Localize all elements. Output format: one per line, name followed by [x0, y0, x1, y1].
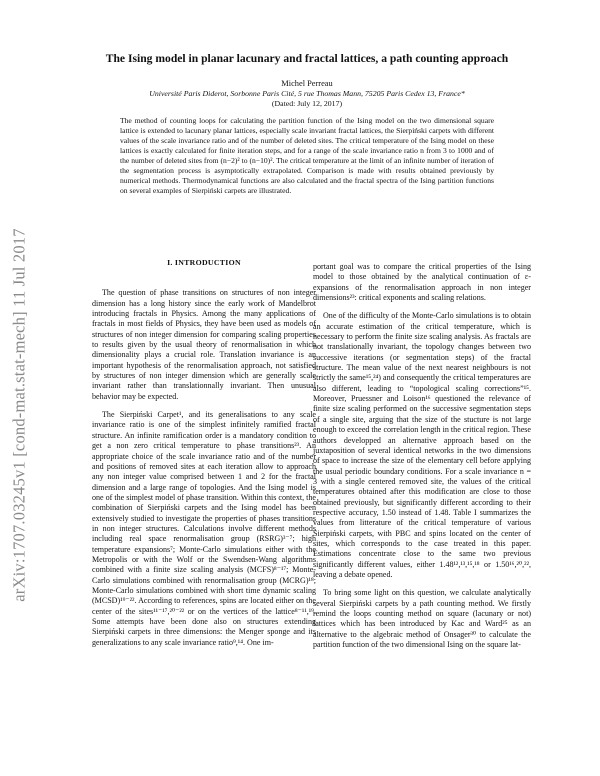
paragraph: To bring some light on this question, we calculate analytically several Sierpiński carpets by a path counting method. We firstly remind the loops counting method on square (lacunary or not) lattices which has been introduced by Kac and Ward²⁵ as an alternative to the algebraic method of Onsager³⁰ to calculate the partition function of the two dimensional Ising on the square lat- [313, 588, 531, 650]
paragraph: portant goal was to compare the critical properties of the Ising model to those obtained by the analytical continuation of ε-expansions of the renormalisation approach in non integer dimensions²³: critical exponents and scaling relations. [313, 262, 531, 303]
left-column [92, 258, 316, 656]
right-column [313, 262, 531, 658]
paper-title: The Ising model in planar lacunary and fractal lattices, a path counting approach [105, 52, 509, 65]
section-heading: I. INTRODUCTION [167, 258, 241, 267]
paragraph: One of the difficulty of the Monte-Carlo simulations is to obtain an accurate estimation of the critical temperature, which is necessary to perform the finite size scaling analysis. As fractals are not translationally invariant, the topology changes between two successive iterations (or segmentation steps) of the fractal structure. The mean value of the next nearest neighbours is not strictly the same¹⁵,²⁴) and consequently the critical temperatures are also different, leading to “topological scaling corrections”¹⁵. Moreover, Pruessner and Loison¹⁶ questioned the relevance of finite size scaling performed on the successive segmentation steps of a single site, arguing that the size of the stucture is not large enough to exceed the correlation length in the critical region. These authors developped an alternative approach based on the juxtaposition of several identical networks in the two dimensions of space to increase the size of the elementary cell before applying the usual periodic boundary conditions. For a scale invariance n = 3 with a single centered removed site, the values of the critical temperatures obtained after this modification are close to those obtained previously, but significantly different according to their respective accuracy, 1.50 instead of 1.48. Table I summarizes the values from litterature of the critical temperature of various Sierpiński carpets, with PBC and spins located on the center of sites, which corresponds to the case treated in this paper. Estimations concentrate close to the same two previous significantly different values, either 1.48¹²,¹³,¹⁵,¹⁸ or 1.50¹⁶,²⁰,²², leaving a debate opened. [313, 311, 531, 579]
date-line: (Dated: July 12, 2017) [271, 99, 343, 108]
author-affiliation: Université Paris Diderot, Sorbonne Paris Cité, 5 rue Thomas Mann, 75205 Paris Cedex 13, France* [149, 89, 465, 98]
arxiv-id-text: arXiv:1707.03245v1 [cond-mat.stat-mech] 11 Jul 2017 [10, 228, 29, 602]
paragraph: The Sierpiński Carpet¹, and its generalisations to any scale invariance ratio is one of the simplest infinitely ramified fractal structure. An infinite ramification order is a mandatory condition to get a non zero critical temperature to phase transitions²³. An appropriate choice of the scale invariance ratio and of the number and positions of removed sites at each iteration allow to approach any non integer value comprised between 1 and 2 for the fractal dimension and a large range of topologies. And the Ising model is one of the simplest model of phase transition. Within this context, the combination of Sierpiński carpets and the Ising model has been extensively studied to investigate the properties of phases transitions in non integer structures. Calculations involve different methods including real space renormalisation group (RSRG)³⁻⁷; high temperature expansions⁷; Monte-Carlo simulations either with the Metropolis or with the Wolf or the Swendsen-Wang algorithms combined with a finite size scaling analysis (MCFS)⁸⁻¹⁷; Monte-Carlo simulations combined with renormalisation group (MCRG)¹⁸; Monte-Carlo simulations combined with short time dynamic scaling (MCSD)¹⁹⁻²². According to references, spins are located either on the center of the sites¹¹⁻¹⁷,²⁰⁻²² or on the vertices of the lattice⁸⁻¹¹,¹⁹. Some attempts have been done also on structures extending Sierpiński carpets in three dimensions: the Menger sponge and its generalizations to any scale invariance ratio⁹,¹⁴. One im- [92, 410, 316, 647]
paper-header [64, 52, 550, 109]
paragraph: The question of phase transitions on structures of non integer dimension has a long history since the early work of Mandelbrot introducing fractals in Physics. Among the many applications of fractals in most fields of Physics, they have been used as models of structures of non integer dimension for comparing scaling properties to results given by the usual theory of renormalisation in which dimensionality plays a crucial role. Translation invariance is an important hypothesis of the renormalisation approach, not satisfied by structures of non integer dimension which are generally scale invariant rather than translationnally invariant. Then unusual behavior may be expected. [92, 288, 316, 401]
abstract: The method of counting loops for calculating the partition function of the Ising model on the two dimensional square lattice is extended to lacunary planar lattices, especially scale invariant fractal lattices, the Sierpiński carpets with different values of the scale invariance ratio and of the number of deleted sites. The critical temperature of the Ising model on these lattices is exactly calculated for finite iteration steps, and for a range of the scale invariance ratio n from 3 to 1000 and of the number of deleted sites from (n−2)² to (n−10)². The critical temperature at the limit of an infinite number of iteration of the segmentation process is asymptotically extrapolated. Comparison is made with results obtained previously by numerical methods. Thermodynamical functions are also calculated and the fractal spectra of the Ising partition functions on several examples of Sierpiński carpets are illustrated. [120, 116, 494, 195]
author-name: Michel Perreau [281, 79, 333, 88]
arxiv-identifier [2, 200, 38, 630]
